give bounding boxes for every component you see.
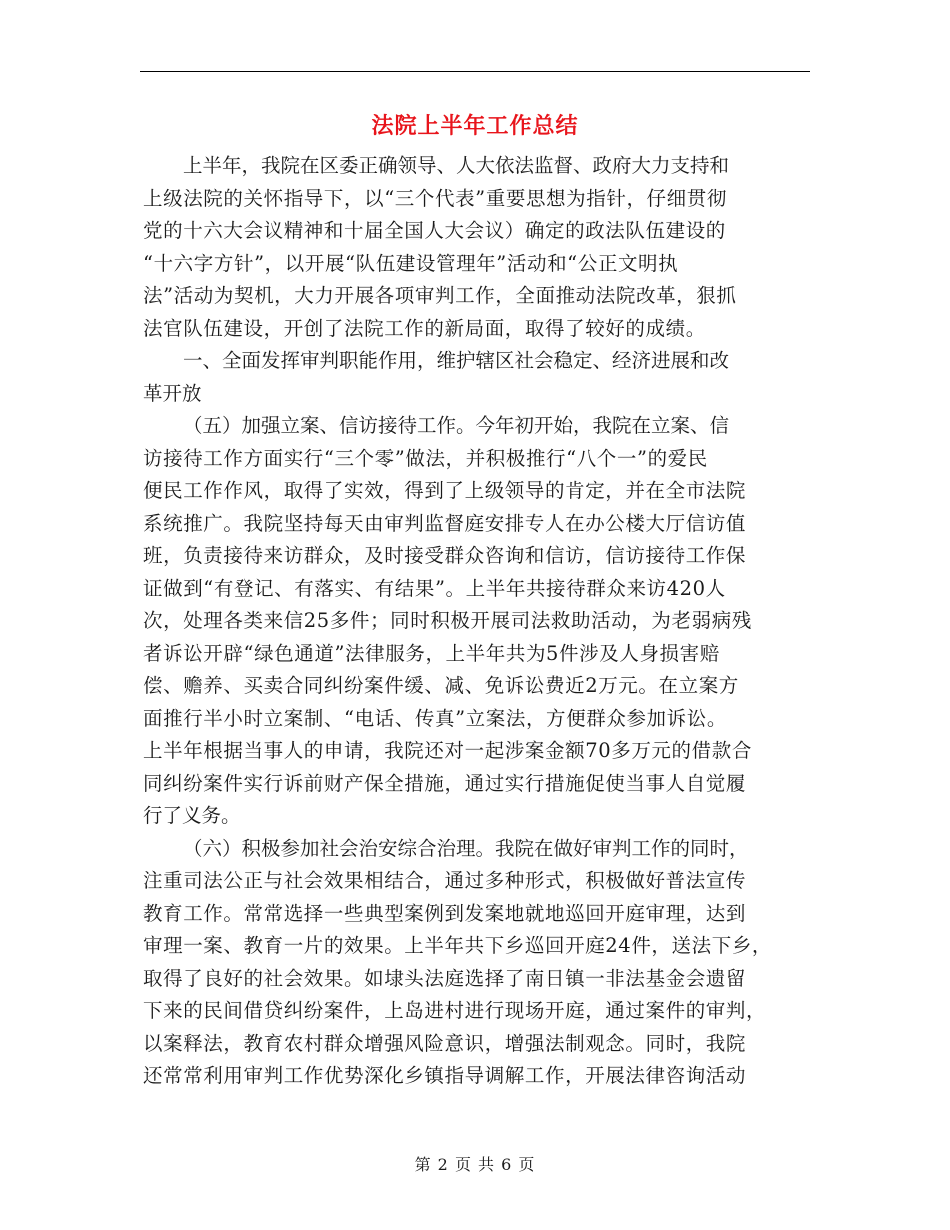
text-line: 法官队伍建设，开创了法院工作的新局面，取得了较好的成绩。: [143, 316, 706, 340]
text-line: 上级法院的关怀指导下，以“三个代表”重要思想为指针，仔细贯彻: [143, 186, 727, 210]
section-heading: 一、全面发挥审判职能作用，维护辖区社会稳定、经济进展和改: [183, 349, 730, 372]
text-line: 审理一案、教育一片的效果。上半年共下乡巡回开庭24件，送法下乡，: [143, 934, 773, 957]
text-line: 教育工作。常常选择一些典型案例到发案地就地巡回开庭审理，达到: [143, 901, 747, 925]
text-line: 法”活动为契机，大力开展各项审判工作，全面推动法院改革，狠抓: [143, 284, 737, 307]
subsection-heading: （五）加强立案、信访接待工作。今年初开始，我院在立案、信: [183, 414, 730, 437]
text-line: 取得了良好的社会效果。如埭头法庭选择了南日镇一非法基金会遗留: [143, 966, 747, 990]
text-line: 注重司法公正与社会效果相结合，通过多种形式，积极做好普法宣传: [143, 869, 747, 892]
header-rule: [140, 71, 810, 72]
text-line: 下来的民间借贷纠纷案件，上岛进村进行现场开庭，通过案件的审判，: [143, 999, 767, 1022]
text-line: 次，处理各类来信25多件；同时积极开展司法救助活动，为老弱病残: [143, 609, 752, 632]
subsection-heading: （六）积极参加社会治安综合治理。我院在做好审判工作的同时，: [183, 836, 749, 860]
document-title: 法院上半年工作总结: [371, 113, 579, 139]
text-line: 班，负责接待来访群众，及时接受群众咨询和信访，信访接待工作保: [143, 544, 747, 567]
text-line: “十六字方针”，以开展“队伍建设管理年”活动和“公正文明执: [143, 251, 679, 275]
text-line: 便民工作作风，取得了实效，得到了上级领导的肯定，并在全市法院: [143, 479, 747, 502]
text-line: 偿、赡养、买卖合同纠纷案件缓、减、免诉讼费近2万元。在立案方: [143, 674, 739, 697]
text-line: 革开放: [143, 381, 202, 405]
text-line: 面推行半小时立案制、“电话、传真”立案法，方便群众参加诉讼。: [143, 706, 727, 730]
text-line: 者诉讼开辟“绿色通道”法律服务，上半年共为5件涉及人身损害赔: [143, 641, 720, 665]
text-line: 上半年根据当事人的申请，我院还对一起涉案金额70多万元的借款合: [143, 739, 752, 762]
page-number-footer: 第 2 页 共 6 页: [414, 1155, 536, 1174]
text-line: 访接待工作方面实行“三个零”做法，并积极推行“八个一”的爱民: [143, 446, 708, 470]
text-line: 上半年，我院在区委正确领导、人大依法监督、政府大力支持和: [183, 154, 730, 177]
text-line: 系统推广。我院坚持每天由审判监督庭安排专人在办公楼大厅信访值: [143, 511, 747, 535]
text-line: 还常常利用审判工作优势深化乡镇指导调解工作，开展法律咨询活动: [143, 1064, 747, 1087]
text-line: 同纠纷案件实行诉前财产保全措施，通过实行措施促使当事人自觉履: [143, 771, 747, 795]
document-body: [143, 150, 813, 1093]
text-line: 以案释法，教育农村群众增强风险意识，增强法制观念。同时，我院: [143, 1031, 747, 1055]
text-line: 党的十六大会议精神和十届全国人大会议）确定的政法队伍建设的: [143, 219, 726, 242]
text-line: 证做到“有登记、有落实、有结果”。上半年共接待群众来访420人: [143, 576, 726, 600]
text-line: 行了义务。: [143, 804, 241, 827]
